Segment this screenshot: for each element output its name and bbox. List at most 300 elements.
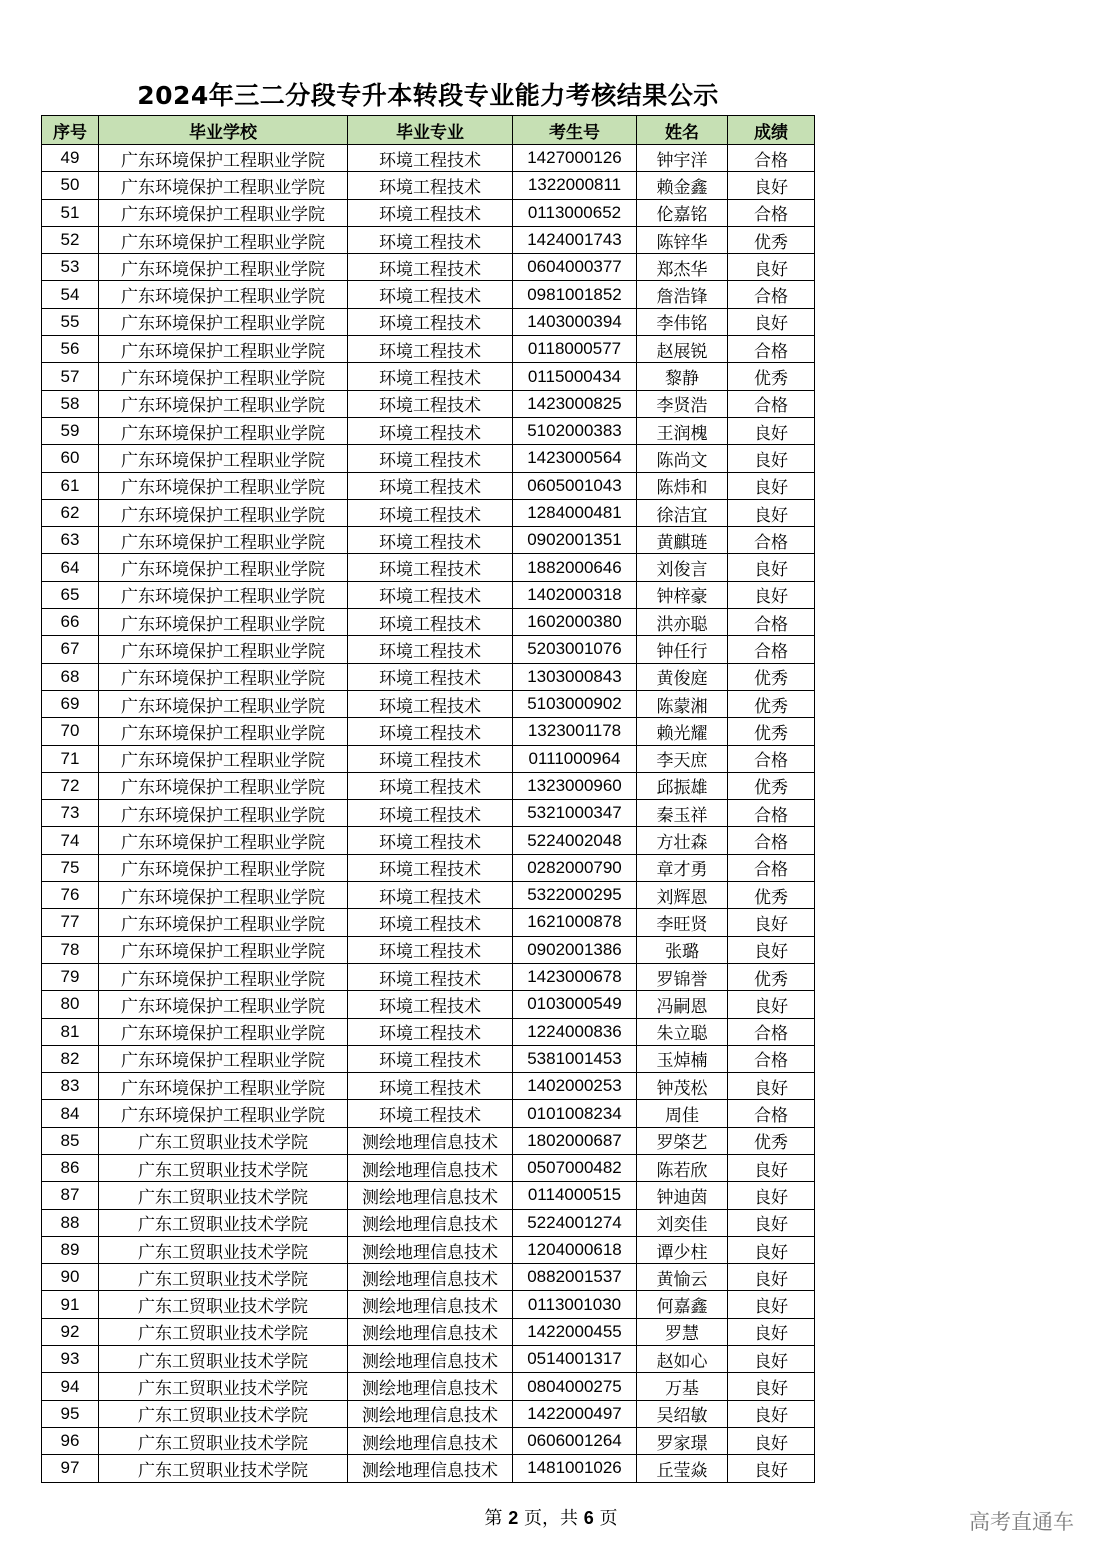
- cell-serial: 62: [42, 499, 99, 526]
- cell-school: 广东环境保护工程职业学院: [99, 336, 348, 363]
- cell-major: 环境工程技术: [348, 827, 513, 854]
- cell-serial: 88: [42, 1209, 99, 1236]
- cell-exam-id: 0103000549: [513, 991, 637, 1018]
- header-result: 成绩: [728, 116, 815, 145]
- table-row: [42, 663, 815, 690]
- page-title: 2024年三二分段专升本转段专业能力考核结果公示: [137, 81, 719, 110]
- cell-name: 章才勇: [637, 854, 728, 881]
- cell-serial: 76: [42, 882, 99, 909]
- cell-result: 良好: [728, 1400, 815, 1427]
- table-row: [42, 718, 815, 745]
- cell-serial: 63: [42, 527, 99, 554]
- cell-serial: 86: [42, 1154, 99, 1181]
- cell-exam-id: 5381001453: [513, 1045, 637, 1072]
- cell-name: 钟任行: [637, 636, 728, 663]
- table-row: [42, 854, 815, 881]
- cell-serial: 78: [42, 936, 99, 963]
- cell-serial: 74: [42, 827, 99, 854]
- cell-exam-id: 1621000878: [513, 909, 637, 936]
- cell-exam-id: 1882000646: [513, 554, 637, 581]
- cell-result: 良好: [728, 1182, 815, 1209]
- cell-result: 合格: [728, 281, 815, 308]
- cell-exam-id: 1423000678: [513, 963, 637, 990]
- cell-result: 优秀: [728, 226, 815, 253]
- cell-name: 黄俊庭: [637, 663, 728, 690]
- cell-name: 丘莹焱: [637, 1455, 728, 1482]
- cell-major: 测绘地理信息技术: [348, 1373, 513, 1400]
- cell-serial: 68: [42, 663, 99, 690]
- cell-major: 环境工程技术: [348, 472, 513, 499]
- footer-middle: 页，共: [518, 1508, 584, 1529]
- cell-name: 赵展锐: [637, 336, 728, 363]
- cell-school: 广东环境保护工程职业学院: [99, 527, 348, 554]
- cell-name: 玉焯楠: [637, 1045, 728, 1072]
- table-row: [42, 936, 815, 963]
- cell-exam-id: 0882001537: [513, 1264, 637, 1291]
- table-row: [42, 1018, 815, 1045]
- cell-major: 环境工程技术: [348, 199, 513, 226]
- cell-school: 广东环境保护工程职业学院: [99, 963, 348, 990]
- cell-school: 广东环境保护工程职业学院: [99, 308, 348, 335]
- cell-major: 环境工程技术: [348, 745, 513, 772]
- cell-serial: 77: [42, 909, 99, 936]
- cell-major: 环境工程技术: [348, 1073, 513, 1100]
- cell-exam-id: 0902001351: [513, 527, 637, 554]
- cell-exam-id: 0981001852: [513, 281, 637, 308]
- cell-school: 广东环境保护工程职业学院: [99, 1073, 348, 1100]
- cell-serial: 51: [42, 199, 99, 226]
- cell-result: 合格: [728, 390, 815, 417]
- cell-name: 李旺贤: [637, 909, 728, 936]
- cell-result: 良好: [728, 445, 815, 472]
- cell-major: 测绘地理信息技术: [348, 1455, 513, 1482]
- table-header-row: [42, 116, 815, 145]
- cell-school: 广东工贸职业技术学院: [99, 1264, 348, 1291]
- cell-major: 环境工程技术: [348, 308, 513, 335]
- table-row: [42, 363, 815, 390]
- cell-school: 广东工贸职业技术学院: [99, 1427, 348, 1454]
- cell-serial: 54: [42, 281, 99, 308]
- cell-exam-id: 1481001026: [513, 1455, 637, 1482]
- table-row: [42, 254, 815, 281]
- cell-serial: 81: [42, 1018, 99, 1045]
- table-row: [42, 226, 815, 253]
- cell-name: 吴绍敏: [637, 1400, 728, 1427]
- cell-result: 合格: [728, 745, 815, 772]
- cell-school: 广东环境保护工程职业学院: [99, 636, 348, 663]
- cell-school: 广东环境保护工程职业学院: [99, 800, 348, 827]
- cell-name: 陈炜和: [637, 472, 728, 499]
- table-row: [42, 1154, 815, 1181]
- cell-serial: 58: [42, 390, 99, 417]
- table-row: [42, 445, 815, 472]
- table-row: [42, 281, 815, 308]
- cell-serial: 90: [42, 1264, 99, 1291]
- cell-major: 环境工程技术: [348, 663, 513, 690]
- cell-serial: 67: [42, 636, 99, 663]
- cell-serial: 65: [42, 581, 99, 608]
- cell-major: 测绘地理信息技术: [348, 1291, 513, 1318]
- table-row: [42, 1264, 815, 1291]
- table-row: [42, 499, 815, 526]
- cell-serial: 70: [42, 718, 99, 745]
- cell-serial: 72: [42, 772, 99, 799]
- cell-serial: 64: [42, 554, 99, 581]
- cell-result: 良好: [728, 1291, 815, 1318]
- header-serial: 序号: [42, 116, 99, 145]
- cell-school: 广东环境保护工程职业学院: [99, 663, 348, 690]
- cell-school: 广东环境保护工程职业学院: [99, 472, 348, 499]
- cell-name: 徐洁宜: [637, 499, 728, 526]
- cell-school: 广东环境保护工程职业学院: [99, 390, 348, 417]
- table-row: [42, 1127, 815, 1154]
- cell-exam-id: 0804000275: [513, 1373, 637, 1400]
- cell-exam-id: 5224001274: [513, 1209, 637, 1236]
- table-row: [42, 1291, 815, 1318]
- cell-name: 何嘉鑫: [637, 1291, 728, 1318]
- cell-name: 詹浩锋: [637, 281, 728, 308]
- cell-name: 罗慧: [637, 1318, 728, 1345]
- cell-serial: 85: [42, 1127, 99, 1154]
- cell-school: 广东环境保护工程职业学院: [99, 745, 348, 772]
- table-row: [42, 1236, 815, 1263]
- cell-school: 广东工贸职业技术学院: [99, 1236, 348, 1263]
- cell-exam-id: 1224000836: [513, 1018, 637, 1045]
- cell-name: 钟宇洋: [637, 145, 728, 172]
- cell-serial: 49: [42, 145, 99, 172]
- cell-exam-id: 0604000377: [513, 254, 637, 281]
- cell-result: 优秀: [728, 882, 815, 909]
- cell-name: 刘俊言: [637, 554, 728, 581]
- cell-result: 良好: [728, 909, 815, 936]
- cell-result: 良好: [728, 254, 815, 281]
- cell-serial: 55: [42, 308, 99, 335]
- cell-exam-id: 0118000577: [513, 336, 637, 363]
- table-row: [42, 827, 815, 854]
- cell-exam-id: 0507000482: [513, 1154, 637, 1181]
- table-row: [42, 336, 815, 363]
- cell-school: 广东环境保护工程职业学院: [99, 609, 348, 636]
- table-row: [42, 172, 815, 199]
- cell-exam-id: 1802000687: [513, 1127, 637, 1154]
- table-row: [42, 745, 815, 772]
- table-row: [42, 1182, 815, 1209]
- cell-result: 良好: [728, 308, 815, 335]
- cell-school: 广东环境保护工程职业学院: [99, 254, 348, 281]
- table-row: [42, 1318, 815, 1345]
- cell-exam-id: 1402000318: [513, 581, 637, 608]
- cell-result: 优秀: [728, 690, 815, 717]
- results-table: [41, 115, 815, 1483]
- cell-major: 环境工程技术: [348, 363, 513, 390]
- cell-school: 广东环境保护工程职业学院: [99, 226, 348, 253]
- cell-school: 广东环境保护工程职业学院: [99, 363, 348, 390]
- cell-result: 良好: [728, 499, 815, 526]
- cell-serial: 95: [42, 1400, 99, 1427]
- cell-name: 朱立聪: [637, 1018, 728, 1045]
- table-body: [42, 145, 815, 1483]
- cell-school: 广东工贸职业技术学院: [99, 1373, 348, 1400]
- cell-name: 冯嗣恩: [637, 991, 728, 1018]
- footer-suffix: 页: [593, 1508, 618, 1529]
- cell-exam-id: 1323000960: [513, 772, 637, 799]
- cell-exam-id: 1322000811: [513, 172, 637, 199]
- cell-major: 环境工程技术: [348, 609, 513, 636]
- header-school: 毕业学校: [99, 116, 348, 145]
- cell-name: 张璐: [637, 936, 728, 963]
- table-row: [42, 417, 815, 444]
- cell-result: 优秀: [728, 718, 815, 745]
- cell-exam-id: 0514001317: [513, 1346, 637, 1373]
- cell-exam-id: 0902001386: [513, 936, 637, 963]
- table-row: [42, 909, 815, 936]
- cell-result: 合格: [728, 145, 815, 172]
- cell-result: 合格: [728, 800, 815, 827]
- cell-result: 良好: [728, 554, 815, 581]
- table-row: [42, 800, 815, 827]
- cell-result: 良好: [728, 417, 815, 444]
- cell-exam-id: 0115000434: [513, 363, 637, 390]
- cell-exam-id: 1303000843: [513, 663, 637, 690]
- table-row: [42, 581, 815, 608]
- cell-result: 合格: [728, 827, 815, 854]
- cell-result: 优秀: [728, 663, 815, 690]
- cell-result: 良好: [728, 172, 815, 199]
- page-footer: [0, 1504, 1102, 1530]
- cell-name: 万基: [637, 1373, 728, 1400]
- table-row: [42, 609, 815, 636]
- header-major: 毕业专业: [348, 116, 513, 145]
- cell-name: 陈尚文: [637, 445, 728, 472]
- cell-exam-id: 0101008234: [513, 1100, 637, 1127]
- cell-major: 环境工程技术: [348, 991, 513, 1018]
- cell-major: 环境工程技术: [348, 1018, 513, 1045]
- cell-exam-id: 0606001264: [513, 1427, 637, 1454]
- cell-major: 环境工程技术: [348, 336, 513, 363]
- cell-school: 广东环境保护工程职业学院: [99, 690, 348, 717]
- cell-name: 陈锌华: [637, 226, 728, 253]
- table-row: [42, 1346, 815, 1373]
- cell-exam-id: 1423000825: [513, 390, 637, 417]
- cell-serial: 94: [42, 1373, 99, 1400]
- header-name: 姓名: [637, 116, 728, 145]
- cell-exam-id: 0282000790: [513, 854, 637, 881]
- cell-school: 广东工贸职业技术学院: [99, 1154, 348, 1181]
- table-row: [42, 554, 815, 581]
- cell-exam-id: 1402000253: [513, 1073, 637, 1100]
- cell-name: 赖金鑫: [637, 172, 728, 199]
- cell-result: 优秀: [728, 963, 815, 990]
- table-row: [42, 1100, 815, 1127]
- cell-school: 广东环境保护工程职业学院: [99, 172, 348, 199]
- cell-exam-id: 5102000383: [513, 417, 637, 444]
- cell-school: 广东工贸职业技术学院: [99, 1400, 348, 1427]
- cell-exam-id: 1403000394: [513, 308, 637, 335]
- cell-major: 环境工程技术: [348, 772, 513, 799]
- table-row: [42, 1073, 815, 1100]
- cell-major: 环境工程技术: [348, 963, 513, 990]
- table-row: [42, 308, 815, 335]
- cell-major: 环境工程技术: [348, 445, 513, 472]
- cell-result: 良好: [728, 1346, 815, 1373]
- cell-result: 优秀: [728, 772, 815, 799]
- cell-name: 李贤浩: [637, 390, 728, 417]
- table-row: [42, 991, 815, 1018]
- cell-school: 广东环境保护工程职业学院: [99, 718, 348, 745]
- cell-name: 刘辉恩: [637, 882, 728, 909]
- cell-exam-id: 0605001043: [513, 472, 637, 499]
- table-row: [42, 882, 815, 909]
- cell-school: 广东工贸职业技术学院: [99, 1318, 348, 1345]
- cell-name: 赖光耀: [637, 718, 728, 745]
- cell-school: 广东环境保护工程职业学院: [99, 1018, 348, 1045]
- cell-school: 广东环境保护工程职业学院: [99, 854, 348, 881]
- cell-name: 李伟铭: [637, 308, 728, 335]
- cell-result: 良好: [728, 581, 815, 608]
- table-row: [42, 472, 815, 499]
- cell-serial: 71: [42, 745, 99, 772]
- table-row: [42, 145, 815, 172]
- cell-school: 广东环境保护工程职业学院: [99, 445, 348, 472]
- cell-major: 测绘地理信息技术: [348, 1427, 513, 1454]
- cell-major: 测绘地理信息技术: [348, 1236, 513, 1263]
- table-row: [42, 1045, 815, 1072]
- cell-school: 广东环境保护工程职业学院: [99, 1045, 348, 1072]
- cell-result: 合格: [728, 199, 815, 226]
- cell-major: 环境工程技术: [348, 636, 513, 663]
- cell-name: 秦玉祥: [637, 800, 728, 827]
- cell-serial: 60: [42, 445, 99, 472]
- cell-name: 伦嘉铭: [637, 199, 728, 226]
- cell-major: 环境工程技术: [348, 718, 513, 745]
- cell-result: 良好: [728, 472, 815, 499]
- cell-name: 谭少柱: [637, 1236, 728, 1263]
- cell-school: 广东环境保护工程职业学院: [99, 145, 348, 172]
- cell-exam-id: 0113001030: [513, 1291, 637, 1318]
- table-row: [42, 199, 815, 226]
- cell-major: 环境工程技术: [348, 499, 513, 526]
- cell-name: 罗锦誉: [637, 963, 728, 990]
- cell-exam-id: 5321000347: [513, 800, 637, 827]
- watermark: 高考直通车: [969, 1510, 1074, 1534]
- cell-serial: 53: [42, 254, 99, 281]
- cell-name: 陈蒙湘: [637, 690, 728, 717]
- cell-result: 良好: [728, 1318, 815, 1345]
- cell-name: 罗家璟: [637, 1427, 728, 1454]
- cell-school: 广东环境保护工程职业学院: [99, 581, 348, 608]
- cell-school: 广东环境保护工程职业学院: [99, 909, 348, 936]
- cell-result: 合格: [728, 1100, 815, 1127]
- cell-school: 广东环境保护工程职业学院: [99, 499, 348, 526]
- cell-name: 罗棨艺: [637, 1127, 728, 1154]
- cell-school: 广东环境保护工程职业学院: [99, 554, 348, 581]
- cell-exam-id: 5103000902: [513, 690, 637, 717]
- header-exam-id: 考生号: [513, 116, 637, 145]
- cell-result: 良好: [728, 991, 815, 1018]
- cell-school: 广东工贸职业技术学院: [99, 1182, 348, 1209]
- cell-name: 钟梓豪: [637, 581, 728, 608]
- cell-name: 陈若欣: [637, 1154, 728, 1181]
- cell-major: 环境工程技术: [348, 581, 513, 608]
- table-row: [42, 636, 815, 663]
- cell-name: 钟迪茵: [637, 1182, 728, 1209]
- cell-result: 合格: [728, 636, 815, 663]
- cell-school: 广东工贸职业技术学院: [99, 1455, 348, 1482]
- cell-serial: 56: [42, 336, 99, 363]
- cell-major: 环境工程技术: [348, 527, 513, 554]
- cell-major: 测绘地理信息技术: [348, 1264, 513, 1291]
- cell-serial: 92: [42, 1318, 99, 1345]
- cell-exam-id: 1284000481: [513, 499, 637, 526]
- cell-serial: 91: [42, 1291, 99, 1318]
- cell-exam-id: 1602000380: [513, 609, 637, 636]
- cell-name: 刘奕佳: [637, 1209, 728, 1236]
- cell-major: 环境工程技术: [348, 800, 513, 827]
- cell-major: 环境工程技术: [348, 417, 513, 444]
- table-row: [42, 1455, 815, 1482]
- cell-exam-id: 0113000652: [513, 199, 637, 226]
- cell-name: 黎静: [637, 363, 728, 390]
- cell-school: 广东环境保护工程职业学院: [99, 1100, 348, 1127]
- cell-serial: 59: [42, 417, 99, 444]
- table-row: [42, 390, 815, 417]
- table-row: [42, 772, 815, 799]
- cell-exam-id: 1424001743: [513, 226, 637, 253]
- cell-result: 良好: [728, 936, 815, 963]
- cell-major: 环境工程技术: [348, 1045, 513, 1072]
- cell-name: 洪亦聪: [637, 609, 728, 636]
- table-row: [42, 963, 815, 990]
- cell-result: 良好: [728, 1154, 815, 1181]
- cell-result: 合格: [728, 1018, 815, 1045]
- table-row: [42, 1427, 815, 1454]
- cell-exam-id: 5322000295: [513, 882, 637, 909]
- cell-serial: 50: [42, 172, 99, 199]
- cell-major: 环境工程技术: [348, 554, 513, 581]
- cell-result: 良好: [728, 1427, 815, 1454]
- cell-major: 环境工程技术: [348, 909, 513, 936]
- cell-major: 测绘地理信息技术: [348, 1318, 513, 1345]
- cell-result: 良好: [728, 1373, 815, 1400]
- cell-name: 黄愉云: [637, 1264, 728, 1291]
- cell-result: 良好: [728, 1209, 815, 1236]
- cell-major: 环境工程技术: [348, 390, 513, 417]
- table-row: [42, 1373, 815, 1400]
- table-row: [42, 1400, 815, 1427]
- cell-serial: 96: [42, 1427, 99, 1454]
- cell-serial: 82: [42, 1045, 99, 1072]
- cell-serial: 87: [42, 1182, 99, 1209]
- cell-major: 测绘地理信息技术: [348, 1209, 513, 1236]
- cell-result: 良好: [728, 1264, 815, 1291]
- cell-exam-id: 0111000964: [513, 745, 637, 772]
- cell-school: 广东环境保护工程职业学院: [99, 772, 348, 799]
- cell-serial: 83: [42, 1073, 99, 1100]
- cell-exam-id: 1423000564: [513, 445, 637, 472]
- cell-serial: 75: [42, 854, 99, 881]
- table-row: [42, 1209, 815, 1236]
- cell-exam-id: 5224002048: [513, 827, 637, 854]
- cell-name: 方壮森: [637, 827, 728, 854]
- cell-major: 测绘地理信息技术: [348, 1127, 513, 1154]
- cell-result: 良好: [728, 1455, 815, 1482]
- cell-name: 赵如心: [637, 1346, 728, 1373]
- cell-result: 良好: [728, 1073, 815, 1100]
- table-row: [42, 527, 815, 554]
- footer-prefix: 第: [484, 1508, 509, 1529]
- cell-school: 广东工贸职业技术学院: [99, 1291, 348, 1318]
- cell-serial: 61: [42, 472, 99, 499]
